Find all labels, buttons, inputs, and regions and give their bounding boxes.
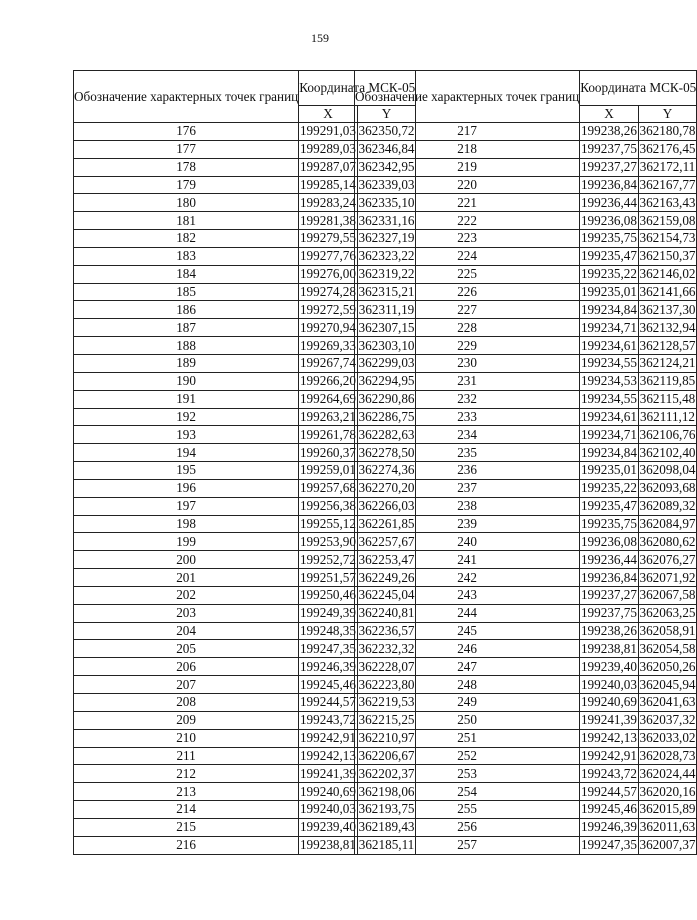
table-row <box>355 194 697 212</box>
table-row <box>355 354 697 372</box>
point-number-cell: 220 <box>355 176 580 194</box>
y-coordinate-cell: 362037,32 <box>639 712 696 728</box>
point-number-cell: 180 <box>74 194 299 212</box>
y-coordinate-cell: 362253,47 <box>358 551 415 567</box>
point-number-cell: 244 <box>355 604 580 622</box>
point-number-cell: 251 <box>355 729 580 747</box>
y-coordinate-cell: 362137,30 <box>639 301 696 317</box>
x-coordinate-cell: 199238,26 <box>580 623 637 639</box>
table-row <box>355 711 697 729</box>
y-coordinate-cell: 362223,80 <box>358 676 415 692</box>
x-coordinate-cell: 199247,35 <box>299 640 356 656</box>
table-row <box>355 765 697 783</box>
point-number-cell: 246 <box>355 640 580 658</box>
y-coordinate-cell: 362015,89 <box>639 801 696 817</box>
x-coordinate-cell: 199235,22 <box>580 266 637 282</box>
y-coordinate-cell: 362294,95 <box>358 373 415 389</box>
y-coordinate-cell: 362202,37 <box>358 765 415 781</box>
point-number-cell: 204 <box>74 622 299 640</box>
x-coordinate-cell: 199249,39 <box>299 605 356 621</box>
y-coordinate-cell: 362266,03 <box>358 498 415 514</box>
x-coordinate-cell: 199291,03 <box>299 123 356 139</box>
x-coordinate-cell: 199266,20 <box>299 373 356 389</box>
y-coordinate-cell: 362339,03 <box>358 176 415 192</box>
coordinates-table-right <box>354 70 697 855</box>
x-coordinate-cell: 199238,81 <box>299 837 356 853</box>
point-number-cell: 213 <box>74 783 299 801</box>
point-number-cell: 234 <box>355 426 580 444</box>
point-number-cell: 207 <box>74 676 299 694</box>
x-coordinate-cell: 199237,75 <box>580 141 637 157</box>
table-row <box>355 479 697 497</box>
table-row <box>355 390 697 408</box>
y-coordinate-cell: 362119,85 <box>639 373 696 389</box>
x-coordinate-cell: 199235,47 <box>580 498 637 514</box>
point-number-cell: 235 <box>355 444 580 462</box>
x-coordinate-cell: 199267,74 <box>299 355 356 371</box>
x-coordinate-cell: 199279,55 <box>299 230 356 246</box>
point-number-cell: 187 <box>74 319 299 337</box>
y-coordinate-cell: 362045,94 <box>639 676 696 692</box>
x-coordinate-cell: 199236,44 <box>580 194 637 210</box>
y-coordinate-cell: 362150,37 <box>639 248 696 264</box>
y-coordinate-cell: 362185,11 <box>358 837 415 853</box>
point-number-cell: 176 <box>74 123 299 141</box>
y-coordinate-cell: 362154,73 <box>639 230 696 246</box>
table-row <box>355 640 697 658</box>
point-number-cell: 241 <box>355 551 580 569</box>
x-coordinate-cell: 199236,84 <box>580 569 637 585</box>
x-coordinate-cell: 199235,47 <box>580 248 637 264</box>
x-coordinate-cell: 199264,69 <box>299 391 356 407</box>
x-coordinate-cell: 199235,01 <box>580 284 637 300</box>
x-coordinate-cell: 199247,35 <box>580 837 637 853</box>
y-column-header: Y <box>357 106 416 123</box>
x-coordinate-cell: 199236,44 <box>580 551 637 567</box>
table-row <box>355 551 697 569</box>
table-row <box>355 247 697 265</box>
y-coordinate-cell: 362180,78 <box>639 123 696 139</box>
x-coordinate-cell: 199240,69 <box>580 694 637 710</box>
y-coordinate-cell: 362303,10 <box>358 337 415 353</box>
point-number-cell: 191 <box>74 390 299 408</box>
point-number-cell: 229 <box>355 337 580 355</box>
point-number-cell: 211 <box>74 747 299 765</box>
point-number-cell: 240 <box>355 533 580 551</box>
x-coordinate-cell: 199289,03 <box>299 141 356 157</box>
coordinate-system-header: Координата МСК-05 <box>299 71 416 106</box>
x-coordinate-cell: 199260,37 <box>299 444 356 460</box>
x-column-header: X <box>299 106 358 123</box>
table-row <box>355 462 697 480</box>
x-coordinate-cell: 199234,55 <box>580 355 637 371</box>
point-number-cell: 203 <box>74 604 299 622</box>
y-coordinate-cell: 362257,67 <box>358 533 415 549</box>
y-coordinate-cell: 362128,57 <box>639 337 696 353</box>
x-coordinate-cell: 199272,59 <box>299 301 356 317</box>
x-coordinate-cell: 199256,38 <box>299 498 356 514</box>
x-coordinate-cell: 199245,46 <box>580 801 637 817</box>
point-number-cell: 215 <box>74 818 299 836</box>
x-coordinate-cell: 199234,55 <box>580 391 637 407</box>
y-coordinate-cell: 362093,68 <box>639 480 696 496</box>
x-coordinate-cell: 199241,39 <box>299 765 356 781</box>
table-row <box>355 265 697 283</box>
point-number-cell: 223 <box>355 230 580 248</box>
table-row <box>355 319 697 337</box>
point-number-cell: 202 <box>74 586 299 604</box>
y-coordinate-cell: 362299,03 <box>358 355 415 371</box>
point-number-cell: 231 <box>355 372 580 390</box>
x-coordinate-cell: 199242,13 <box>580 730 637 746</box>
designation-header: Обозначение характерных точек границ <box>355 71 580 123</box>
point-number-cell: 192 <box>74 408 299 426</box>
x-coordinate-cell: 199235,75 <box>580 230 637 246</box>
x-coordinate-cell: 199253,90 <box>299 533 356 549</box>
y-coordinate-cell: 362327,19 <box>358 230 415 246</box>
point-number-cell: 200 <box>74 551 299 569</box>
x-coordinate-cell: 199239,40 <box>299 819 356 835</box>
point-number-cell: 232 <box>355 390 580 408</box>
point-number-cell: 253 <box>355 765 580 783</box>
x-coordinate-cell: 199237,75 <box>580 605 637 621</box>
x-coordinate-cell: 199245,46 <box>299 676 356 692</box>
point-number-cell: 217 <box>355 123 580 141</box>
x-coordinate-cell: 199287,07 <box>299 159 356 175</box>
x-coordinate-cell: 199234,53 <box>580 373 637 389</box>
point-number-cell: 210 <box>74 729 299 747</box>
table-row <box>355 140 697 158</box>
point-number-cell: 249 <box>355 694 580 712</box>
point-number-cell: 227 <box>355 301 580 319</box>
table-row <box>355 158 697 176</box>
point-number-cell: 188 <box>74 337 299 355</box>
point-number-cell: 233 <box>355 408 580 426</box>
x-coordinate-cell: 199239,40 <box>580 658 637 674</box>
x-column-header: X <box>580 106 639 123</box>
point-number-cell: 238 <box>355 497 580 515</box>
table-row <box>355 747 697 765</box>
y-coordinate-cell: 362232,32 <box>358 640 415 656</box>
point-number-cell: 257 <box>355 836 580 854</box>
y-coordinate-cell: 362084,97 <box>639 515 696 531</box>
y-coordinate-cell: 362342,95 <box>358 159 415 175</box>
x-coordinate-cell: 199237,27 <box>580 587 637 603</box>
x-coordinate-cell: 199276,00 <box>299 266 356 282</box>
x-coordinate-cell: 199251,57 <box>299 569 356 585</box>
table-row <box>355 426 697 444</box>
y-coordinate-cell: 362307,15 <box>358 319 415 335</box>
y-coordinate-cell: 362350,72 <box>358 123 415 139</box>
y-coordinate-cell: 362323,22 <box>358 248 415 264</box>
y-coordinate-cell: 362007,37 <box>639 837 696 853</box>
y-coordinate-cell: 362098,04 <box>639 462 696 478</box>
point-number-cell: 221 <box>355 194 580 212</box>
x-coordinate-cell: 199236,84 <box>580 176 637 192</box>
table-row <box>355 604 697 622</box>
y-coordinate-cell: 362335,10 <box>358 194 415 210</box>
x-coordinate-cell: 199234,71 <box>580 319 637 335</box>
point-number-cell: 196 <box>74 479 299 497</box>
point-number-cell: 239 <box>355 515 580 533</box>
point-number-cell: 198 <box>74 515 299 533</box>
point-number-cell: 182 <box>74 230 299 248</box>
x-coordinate-cell: 199244,57 <box>580 783 637 799</box>
y-coordinate-cell: 362167,77 <box>639 176 696 192</box>
table-row <box>355 694 697 712</box>
x-coordinate-cell: 199234,61 <box>580 408 637 424</box>
y-coordinate-cell: 362124,21 <box>639 355 696 371</box>
point-number-cell: 177 <box>74 140 299 158</box>
y-coordinate-cell: 362193,75 <box>358 801 415 817</box>
y-coordinate-cell: 362240,81 <box>358 605 415 621</box>
y-coordinate-cell: 362071,92 <box>639 569 696 585</box>
y-coordinate-cell: 362270,20 <box>358 480 415 496</box>
point-number-cell: 205 <box>74 640 299 658</box>
point-number-cell: 178 <box>74 158 299 176</box>
y-coordinate-cell: 362076,27 <box>639 551 696 567</box>
table-row <box>355 836 697 854</box>
point-number-cell: 189 <box>74 354 299 372</box>
table-row <box>355 729 697 747</box>
x-coordinate-cell: 199285,14 <box>299 176 356 192</box>
y-coordinate-cell: 362111,12 <box>639 408 696 424</box>
x-coordinate-cell: 199240,03 <box>299 801 356 817</box>
table-row <box>355 283 697 301</box>
x-coordinate-cell: 199243,72 <box>299 712 356 728</box>
y-coordinate-cell: 362058,91 <box>639 623 696 639</box>
x-coordinate-cell: 199242,13 <box>299 747 356 763</box>
y-coordinate-cell: 362274,36 <box>358 462 415 478</box>
point-number-cell: 184 <box>74 265 299 283</box>
y-coordinate-cell: 362063,25 <box>639 605 696 621</box>
x-coordinate-cell: 199236,08 <box>580 533 637 549</box>
point-number-cell: 181 <box>74 212 299 230</box>
x-coordinate-cell: 199259,01 <box>299 462 356 478</box>
table-row <box>355 586 697 604</box>
point-number-cell: 224 <box>355 247 580 265</box>
x-coordinate-cell: 199240,69 <box>299 783 356 799</box>
x-coordinate-cell: 199234,84 <box>580 301 637 317</box>
y-coordinate-cell: 362245,04 <box>358 587 415 603</box>
y-coordinate-cell: 362159,08 <box>639 212 696 228</box>
point-number-cell: 194 <box>74 444 299 462</box>
y-coordinate-cell: 362176,45 <box>639 141 696 157</box>
table-row <box>355 801 697 819</box>
y-column-header: Y <box>638 106 697 123</box>
table-row <box>355 123 697 141</box>
point-number-cell: 252 <box>355 747 580 765</box>
point-number-cell: 179 <box>74 176 299 194</box>
x-coordinate-cell: 199246,39 <box>299 658 356 674</box>
point-number-cell: 225 <box>355 265 580 283</box>
point-number-cell: 243 <box>355 586 580 604</box>
x-coordinate-cell: 199241,39 <box>580 712 637 728</box>
point-number-cell: 208 <box>74 694 299 712</box>
point-number-cell: 186 <box>74 301 299 319</box>
y-coordinate-cell: 362163,43 <box>639 194 696 210</box>
y-coordinate-cell: 362315,21 <box>358 284 415 300</box>
y-coordinate-cell: 362106,76 <box>639 426 696 442</box>
point-number-cell: 245 <box>355 622 580 640</box>
table-row <box>355 230 697 248</box>
y-coordinate-cell: 362206,67 <box>358 747 415 763</box>
y-coordinate-cell: 362278,50 <box>358 444 415 460</box>
table-row <box>355 658 697 676</box>
y-coordinate-cell: 362286,75 <box>358 408 415 424</box>
y-coordinate-cell: 362219,53 <box>358 694 415 710</box>
point-number-cell: 201 <box>74 569 299 587</box>
coordinate-system-header: Координата МСК-05 <box>580 71 697 106</box>
table-row <box>355 301 697 319</box>
y-coordinate-cell: 362089,32 <box>639 498 696 514</box>
x-coordinate-cell: 199242,91 <box>299 730 356 746</box>
page-number: 159 <box>311 31 329 45</box>
y-coordinate-cell: 362050,26 <box>639 658 696 674</box>
x-coordinate-cell: 199238,26 <box>580 123 637 139</box>
y-coordinate-cell: 362261,85 <box>358 515 415 531</box>
table-row <box>355 337 697 355</box>
point-number-cell: 212 <box>74 765 299 783</box>
x-coordinate-cell: 199274,28 <box>299 284 356 300</box>
y-coordinate-cell: 362331,16 <box>358 212 415 228</box>
point-number-cell: 183 <box>74 247 299 265</box>
point-number-cell: 254 <box>355 783 580 801</box>
table-row <box>355 569 697 587</box>
x-coordinate-cell: 199269,33 <box>299 337 356 353</box>
y-coordinate-cell: 362172,11 <box>639 159 696 175</box>
table-row <box>355 372 697 390</box>
point-number-cell: 237 <box>355 479 580 497</box>
y-coordinate-cell: 362198,06 <box>358 783 415 799</box>
y-coordinate-cell: 362290,86 <box>358 391 415 407</box>
table-row <box>355 176 697 194</box>
point-number-cell: 242 <box>355 569 580 587</box>
x-coordinate-cell: 199277,76 <box>299 248 356 264</box>
x-coordinate-cell: 199234,61 <box>580 337 637 353</box>
point-number-cell: 197 <box>74 497 299 515</box>
y-coordinate-cell: 362215,25 <box>358 712 415 728</box>
point-number-cell: 247 <box>355 658 580 676</box>
table-row <box>355 783 697 801</box>
x-coordinate-cell: 199236,08 <box>580 212 637 228</box>
table-row <box>355 444 697 462</box>
y-coordinate-cell: 362210,97 <box>358 730 415 746</box>
table-row <box>355 676 697 694</box>
point-number-cell: 248 <box>355 676 580 694</box>
y-coordinate-cell: 362080,62 <box>639 533 696 549</box>
y-coordinate-cell: 362020,16 <box>639 783 696 799</box>
y-coordinate-cell: 362011,63 <box>639 819 696 835</box>
point-number-cell: 209 <box>74 711 299 729</box>
point-number-cell: 199 <box>74 533 299 551</box>
y-coordinate-cell: 362033,02 <box>639 730 696 746</box>
y-coordinate-cell: 362228,07 <box>358 658 415 674</box>
x-coordinate-cell: 199261,78 <box>299 426 356 442</box>
table-row <box>355 533 697 551</box>
y-coordinate-cell: 362028,73 <box>639 747 696 763</box>
x-coordinate-cell: 199243,72 <box>580 765 637 781</box>
y-coordinate-cell: 362141,66 <box>639 284 696 300</box>
table-row <box>355 622 697 640</box>
y-coordinate-cell: 362282,63 <box>358 426 415 442</box>
point-number-cell: 185 <box>74 283 299 301</box>
point-number-cell: 218 <box>355 140 580 158</box>
y-coordinate-cell: 362024,44 <box>639 765 696 781</box>
point-number-cell: 190 <box>74 372 299 390</box>
x-coordinate-cell: 199252,72 <box>299 551 356 567</box>
y-coordinate-cell: 362311,19 <box>358 301 415 317</box>
x-coordinate-cell: 199255,12 <box>299 515 356 531</box>
y-coordinate-cell: 362319,22 <box>358 266 415 282</box>
table-row <box>355 515 697 533</box>
point-number-cell: 228 <box>355 319 580 337</box>
x-coordinate-cell: 199240,03 <box>580 676 637 692</box>
x-coordinate-cell: 199244,57 <box>299 694 356 710</box>
y-coordinate-cell: 362102,40 <box>639 444 696 460</box>
x-coordinate-cell: 199246,39 <box>580 819 637 835</box>
x-coordinate-cell: 199234,84 <box>580 444 637 460</box>
point-number-cell: 256 <box>355 818 580 836</box>
point-number-cell: 226 <box>355 283 580 301</box>
y-coordinate-cell: 362132,94 <box>639 319 696 335</box>
point-number-cell: 216 <box>74 836 299 854</box>
point-number-cell: 250 <box>355 711 580 729</box>
x-coordinate-cell: 199270,94 <box>299 319 356 335</box>
x-coordinate-cell: 199250,46 <box>299 587 356 603</box>
y-coordinate-cell: 362249,26 <box>358 569 415 585</box>
table-row <box>355 818 697 836</box>
x-coordinate-cell: 199238,81 <box>580 640 637 656</box>
x-coordinate-cell: 199235,22 <box>580 480 637 496</box>
y-coordinate-cell: 362236,57 <box>358 623 415 639</box>
table-row <box>355 497 697 515</box>
x-coordinate-cell: 199257,68 <box>299 480 356 496</box>
table-row <box>355 408 697 426</box>
x-coordinate-cell: 199281,38 <box>299 212 356 228</box>
x-coordinate-cell: 199263,21 <box>299 408 356 424</box>
point-number-cell: 214 <box>74 801 299 819</box>
y-coordinate-cell: 362146,02 <box>639 266 696 282</box>
point-number-cell: 206 <box>74 658 299 676</box>
x-coordinate-cell: 199235,75 <box>580 515 637 531</box>
x-coordinate-cell: 199237,27 <box>580 159 637 175</box>
point-number-cell: 219 <box>355 158 580 176</box>
point-number-cell: 230 <box>355 354 580 372</box>
x-coordinate-cell: 199234,71 <box>580 426 637 442</box>
table-row <box>355 212 697 230</box>
point-number-cell: 255 <box>355 801 580 819</box>
point-number-cell: 222 <box>355 212 580 230</box>
y-coordinate-cell: 362067,58 <box>639 587 696 603</box>
designation-header: Обозначение характерных точек границ <box>74 71 299 123</box>
y-coordinate-cell: 362346,84 <box>358 141 415 157</box>
x-coordinate-cell: 199283,24 <box>299 194 356 210</box>
y-coordinate-cell: 362189,43 <box>358 819 415 835</box>
x-coordinate-cell: 199248,35 <box>299 623 356 639</box>
point-number-cell: 236 <box>355 462 580 480</box>
y-coordinate-cell: 362115,48 <box>639 391 696 407</box>
x-coordinate-cell: 199242,91 <box>580 747 637 763</box>
point-number-cell: 195 <box>74 462 299 480</box>
point-number-cell: 193 <box>74 426 299 444</box>
y-coordinate-cell: 362041,63 <box>639 694 696 710</box>
x-coordinate-cell: 199235,01 <box>580 462 637 478</box>
y-coordinate-cell: 362054,58 <box>639 640 696 656</box>
